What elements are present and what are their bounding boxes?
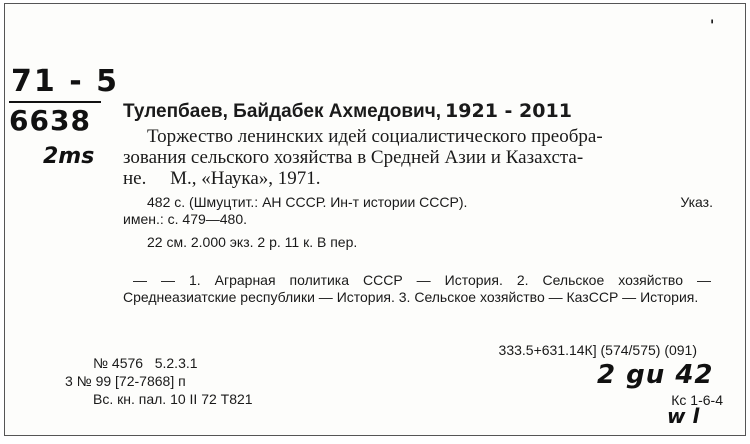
extent-row [123, 194, 713, 211]
index-pages: имен.: с. 479—480. [123, 211, 248, 227]
classification-code: 333.5+631.14К] (574/575) (091) [498, 342, 697, 358]
author-heading [123, 100, 572, 123]
title-line-1: Торжество ленинских идей социалистического преобра- [147, 126, 603, 147]
author-name: Тулепбаев, Байдабек Ахмедович, [123, 101, 442, 122]
handwritten-author-years: 1921 - 2011 [445, 100, 572, 122]
handwritten-shelf-mark: 2ms [43, 144, 95, 169]
title-line-2: зования сельского хозяйства в Средней Азии и Казахста- [123, 147, 584, 168]
handwritten-corner-tick: ' [710, 18, 715, 34]
physical-description [123, 194, 713, 251]
subject-headings [123, 272, 711, 306]
shelf-number-divider [9, 101, 101, 103]
handwritten-date: 2 gu 42 [597, 360, 714, 390]
card-code: Кс 1-6-4 [671, 392, 723, 408]
catalog-card [4, 3, 746, 436]
extent-text: 482 с. (Шмуцтит.: АН СССР. Ин-т истории СССР). [147, 194, 468, 210]
size-price: 22 см. 2.000 экз. 2 р. 11 к. В пер. [147, 234, 358, 250]
subject-text: — — 1. Аграрная политика СССР — История. 2. Сельское хозяйство — Среднеазиатские республики — История. 3. Сельское хозяйство — КазССР — История. [123, 272, 711, 305]
service-info [65, 354, 253, 408]
handwritten-signature: w l [667, 404, 700, 428]
handwritten-shelf-number-top: 71 - 5 [11, 64, 119, 99]
handwritten-shelf-number-bottom: 6638 [9, 104, 91, 137]
title-line-3: не. М., «Наука», 1971. [123, 168, 321, 189]
service-line-3: Вс. кн. пал. 10 II 72 Т821 [93, 391, 253, 407]
book-title [123, 126, 713, 189]
service-line-1: № 4576 5.2.3.1 [93, 355, 198, 371]
index-label: Указ. [680, 194, 713, 210]
service-line-2: 3 № 99 [72-7868] п [65, 373, 186, 389]
